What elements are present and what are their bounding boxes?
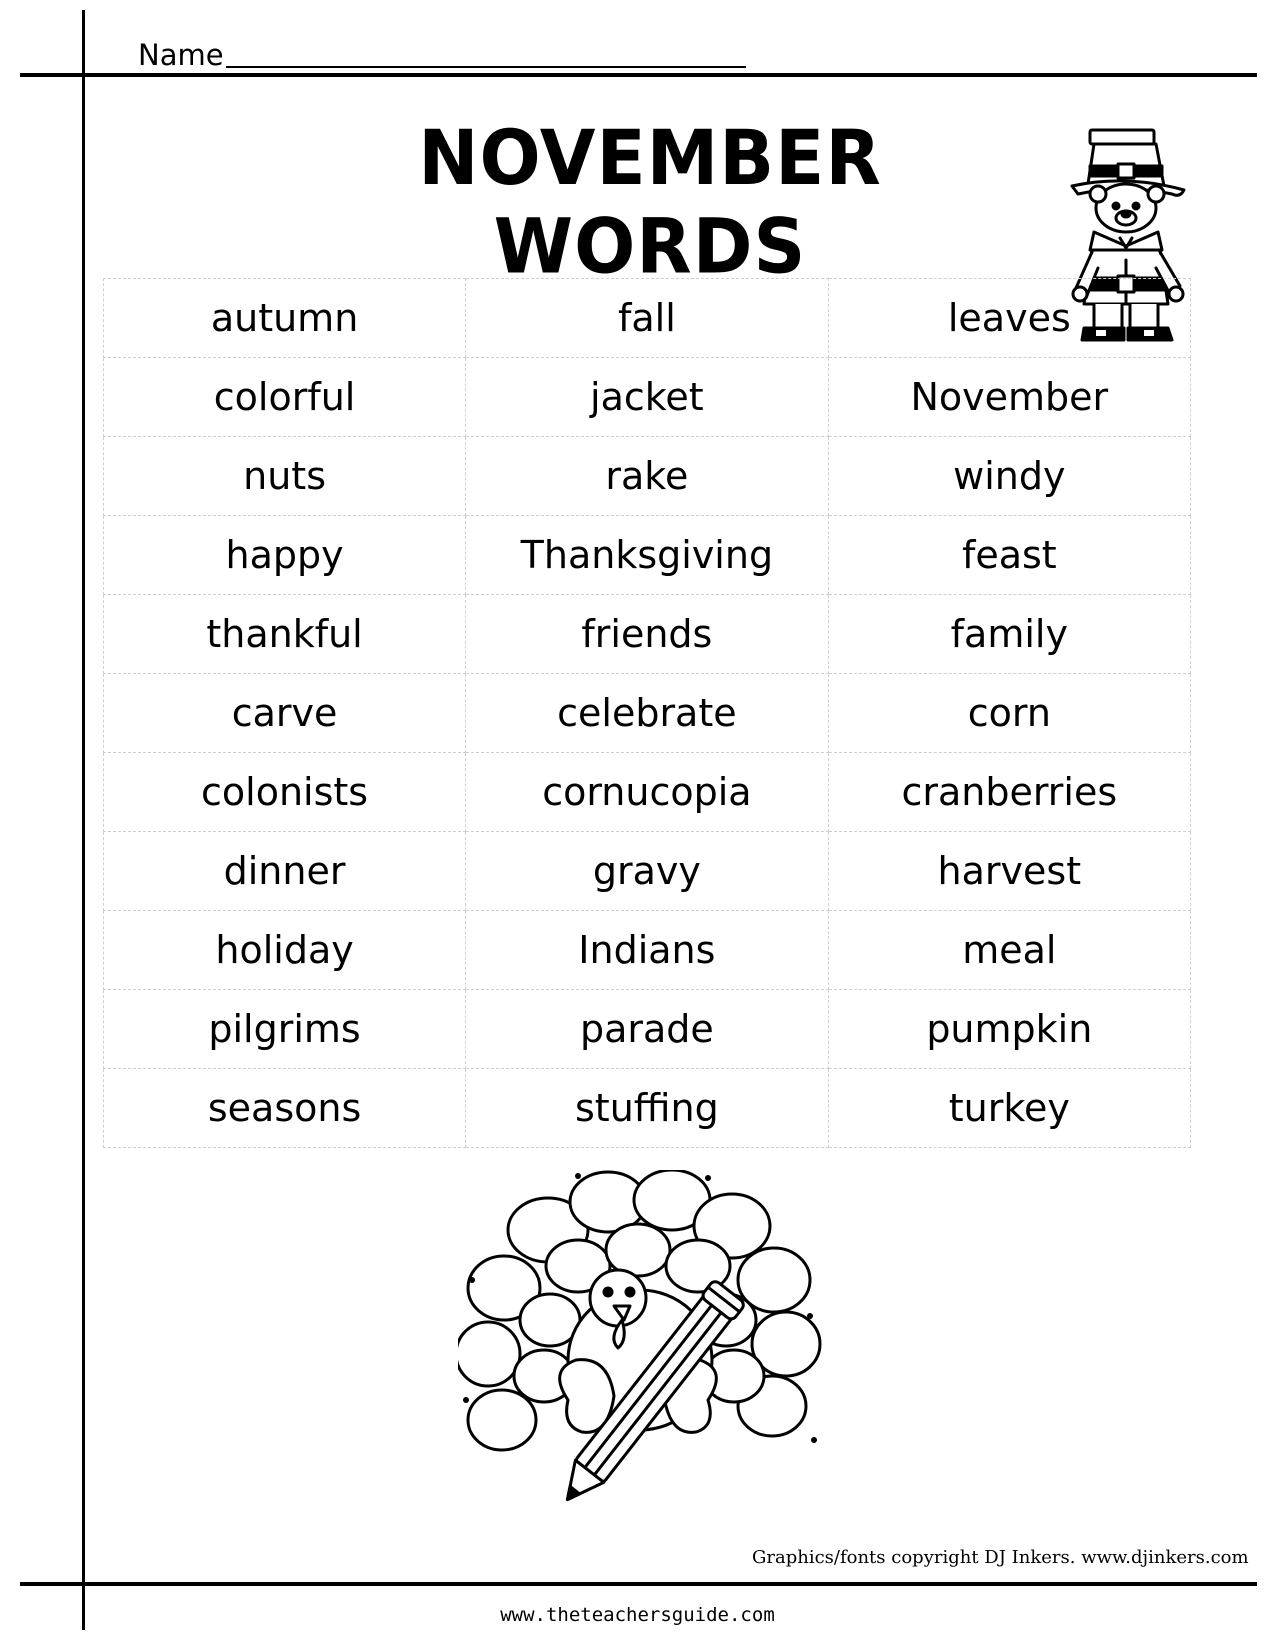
table-row <box>104 595 1191 674</box>
word-cell: corn <box>828 674 1190 753</box>
word-cell: stuffing <box>466 1069 829 1148</box>
name-field <box>138 26 746 70</box>
table-row <box>104 990 1191 1069</box>
word-cell: happy <box>104 516 466 595</box>
page-title: NOVEMBER WORDS <box>418 113 882 291</box>
table-row <box>104 911 1191 990</box>
table-row <box>104 437 1191 516</box>
word-cell: cranberries <box>828 753 1190 832</box>
name-label: Name <box>138 38 224 72</box>
margin-line <box>82 10 85 1630</box>
table-row <box>104 674 1191 753</box>
table-row <box>104 1069 1191 1148</box>
name-blank-line[interactable] <box>226 66 746 68</box>
word-cell: November <box>828 358 1190 437</box>
word-cell: Indians <box>466 911 829 990</box>
word-cell: cornucopia <box>466 753 829 832</box>
word-cell: fall <box>466 279 829 358</box>
word-cell: celebrate <box>466 674 829 753</box>
table-row <box>104 753 1191 832</box>
table-row <box>104 358 1191 437</box>
word-cell: feast <box>828 516 1190 595</box>
site-url: www.theteachersguide.com <box>500 1604 775 1626</box>
word-cell: harvest <box>828 832 1190 911</box>
word-cell: holiday <box>104 911 466 990</box>
word-cell: nuts <box>104 437 466 516</box>
copyright-note: Graphics/fonts copyright DJ Inkers. www.djinkers.com <box>752 1547 1249 1568</box>
word-table <box>103 278 1191 1148</box>
word-cell: leaves <box>828 279 1190 358</box>
word-cell: windy <box>828 437 1190 516</box>
word-cell: dinner <box>104 832 466 911</box>
word-cell: family <box>828 595 1190 674</box>
word-cell: thankful <box>104 595 466 674</box>
word-cell: pilgrims <box>104 990 466 1069</box>
top-rule <box>20 73 1257 77</box>
bottom-rule <box>20 1582 1257 1586</box>
word-cell: colonists <box>104 753 466 832</box>
word-cell: rake <box>466 437 829 516</box>
word-cell: meal <box>828 911 1190 990</box>
word-cell: seasons <box>104 1069 466 1148</box>
word-cell: parade <box>466 990 829 1069</box>
word-cell: autumn <box>104 279 466 358</box>
table-row <box>104 516 1191 595</box>
word-cell: gravy <box>466 832 829 911</box>
table-row <box>104 279 1191 358</box>
word-cell: friends <box>466 595 829 674</box>
word-cell: carve <box>104 674 466 753</box>
word-cell: jacket <box>466 358 829 437</box>
word-cell: colorful <box>104 358 466 437</box>
table-row <box>104 832 1191 911</box>
word-cell: pumpkin <box>828 990 1190 1069</box>
turkey-pencil-illustration <box>458 1170 830 1530</box>
word-cell: Thanksgiving <box>466 516 829 595</box>
word-cell: turkey <box>828 1069 1190 1148</box>
